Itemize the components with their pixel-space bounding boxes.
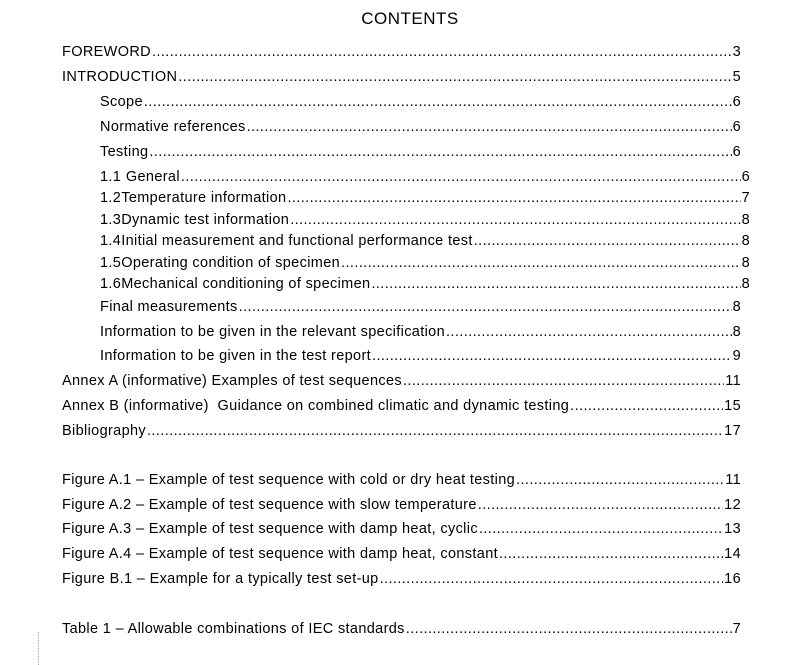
figure-entry-a2[interactable]	[62, 497, 741, 517]
dot-leader	[181, 169, 741, 185]
toc-entry-page: 6	[732, 144, 741, 160]
toc-entry-number: 1.3	[100, 212, 122, 228]
toc-entry-number: 1.2	[100, 190, 122, 206]
dot-leader	[239, 299, 732, 315]
toc-entry-dynamic-test-information[interactable]	[100, 212, 750, 232]
toc-entry-label: Temperature information	[121, 190, 287, 206]
figure-entry-a3[interactable]	[62, 521, 741, 541]
toc-entry-page: 8	[732, 324, 741, 340]
toc-entry-page: 8	[741, 255, 750, 271]
toc-entry-label: Mechanical conditioning of specimen	[121, 276, 371, 292]
toc-entry-final-measurements[interactable]	[100, 299, 741, 319]
figure-entry-page: 16	[724, 571, 741, 587]
figure-entry-page: 11	[725, 472, 741, 488]
toc-entry-bibliography[interactable]	[62, 423, 741, 443]
dot-leader	[478, 497, 723, 513]
toc-entry-operating-condition[interactable]	[100, 255, 750, 275]
dot-leader	[516, 472, 724, 488]
toc-entry-page: 8	[741, 276, 750, 292]
toc-entry-introduction[interactable]	[62, 69, 741, 89]
toc-entry-label: Scope	[100, 94, 143, 110]
toc-entry-page: 8	[741, 212, 750, 228]
dot-leader	[247, 119, 732, 135]
toc-entry-foreword[interactable]	[62, 44, 741, 64]
figure-entry-label: Figure A.2 – Example of test sequence with slow temperature	[62, 497, 477, 513]
toc-entry-page: 6	[741, 169, 750, 185]
figure-entry-page: 14	[724, 546, 741, 562]
toc-entry-label: Dynamic test information	[121, 212, 290, 228]
toc-entry-label: Operating condition of specimen	[121, 255, 341, 271]
toc-entry-page: 11	[725, 373, 741, 389]
toc-entry-label: Normative references	[100, 119, 246, 135]
table-entry-label: Table 1 – Allowable combinations of IEC standards	[62, 621, 405, 637]
toc-entry-label: Initial measurement and functional performance test	[121, 233, 473, 249]
dot-leader	[403, 373, 724, 389]
dot-leader	[479, 521, 723, 537]
dot-leader	[178, 69, 731, 85]
toc-entry-page: 8	[732, 299, 741, 315]
figure-entry-label: Figure A.1 – Example of test sequence with cold or dry heat testing	[62, 472, 516, 488]
toc-entry-page: 5	[732, 69, 741, 85]
toc-entry-page: 6	[732, 94, 741, 110]
dot-leader	[290, 212, 740, 228]
dot-leader	[499, 546, 723, 562]
toc-entry-label: FOREWORD	[62, 44, 151, 60]
figure-entry-page: 13	[724, 521, 741, 537]
page-title: CONTENTS	[361, 9, 459, 28]
toc-entry-label: Bibliography	[62, 423, 146, 439]
toc-entry-number: 1.1	[100, 169, 122, 185]
toc-entry-page: 8	[741, 233, 750, 249]
toc-entry-relevant-specification[interactable]	[100, 324, 741, 344]
dot-leader	[474, 233, 741, 249]
toc-entry-page: 6	[732, 119, 741, 135]
toc-entry-annex-a[interactable]	[62, 373, 741, 393]
dot-leader	[341, 255, 741, 271]
toc-entry-number: 1.4	[100, 233, 122, 249]
toc-entry-label: Annex A (informative) Examples of test sequences	[62, 373, 402, 389]
toc-entry-label: Information to be given in the relevant specification	[100, 324, 445, 340]
dot-leader	[147, 423, 723, 439]
toc-entry-page: 17	[724, 423, 741, 439]
toc-entry-mechanical-conditioning[interactable]	[100, 276, 750, 296]
figure-entry-a1[interactable]	[62, 472, 741, 492]
dot-leader	[380, 571, 724, 587]
toc-entry-general[interactable]	[100, 169, 750, 189]
toc-entry-testing[interactable]	[100, 144, 741, 164]
toc-entry-initial-measurement[interactable]	[100, 233, 750, 253]
toc-entry-number: 1.5	[100, 255, 122, 271]
toc-entry-label: General	[125, 169, 180, 185]
dot-leader	[371, 276, 740, 292]
toc-entry-test-report[interactable]	[100, 348, 741, 368]
dot-leader	[144, 94, 732, 110]
toc-entry-page: 9	[732, 348, 741, 364]
margin-mark	[38, 632, 40, 665]
toc-entry-label: Final measurements	[100, 299, 238, 315]
dot-leader	[152, 44, 732, 60]
toc-entry-scope[interactable]	[100, 94, 741, 114]
table-entry-1[interactable]	[62, 621, 741, 641]
toc-entry-page: 3	[732, 44, 741, 60]
figure-entry-label: Figure A.4 – Example of test sequence with damp heat, constant	[62, 546, 498, 562]
figure-entry-label: Figure A.3 – Example of test sequence with damp heat, cyclic	[62, 521, 478, 537]
figure-entry-page: 12	[724, 497, 741, 513]
toc-entry-annex-b[interactable]	[62, 398, 741, 418]
figure-entry-b1[interactable]	[62, 571, 741, 591]
toc-entry-number: 1.6	[100, 276, 122, 292]
toc-entry-normative-references[interactable]	[100, 119, 741, 139]
dot-leader	[570, 398, 723, 414]
toc-entry-label: Testing	[100, 144, 149, 160]
dot-leader	[287, 190, 740, 206]
figure-entry-a4[interactable]	[62, 546, 741, 566]
dot-leader	[446, 324, 732, 340]
toc-entry-label: Information to be given in the test report	[100, 348, 372, 364]
table-entry-page: 7	[732, 621, 741, 637]
figure-entry-label: Figure B.1 – Example for a typically test set-up	[62, 571, 379, 587]
dot-leader	[406, 621, 732, 637]
dot-leader	[372, 348, 732, 364]
toc-entry-page: 7	[741, 190, 750, 206]
toc-entry-page: 15	[724, 398, 741, 414]
toc-entry-temperature-information[interactable]	[100, 190, 750, 210]
toc-entry-label: INTRODUCTION	[62, 69, 178, 85]
dot-leader	[149, 144, 731, 160]
toc-entry-label: Annex B (informative) Guidance on combined climatic and dynamic testing	[62, 398, 570, 414]
